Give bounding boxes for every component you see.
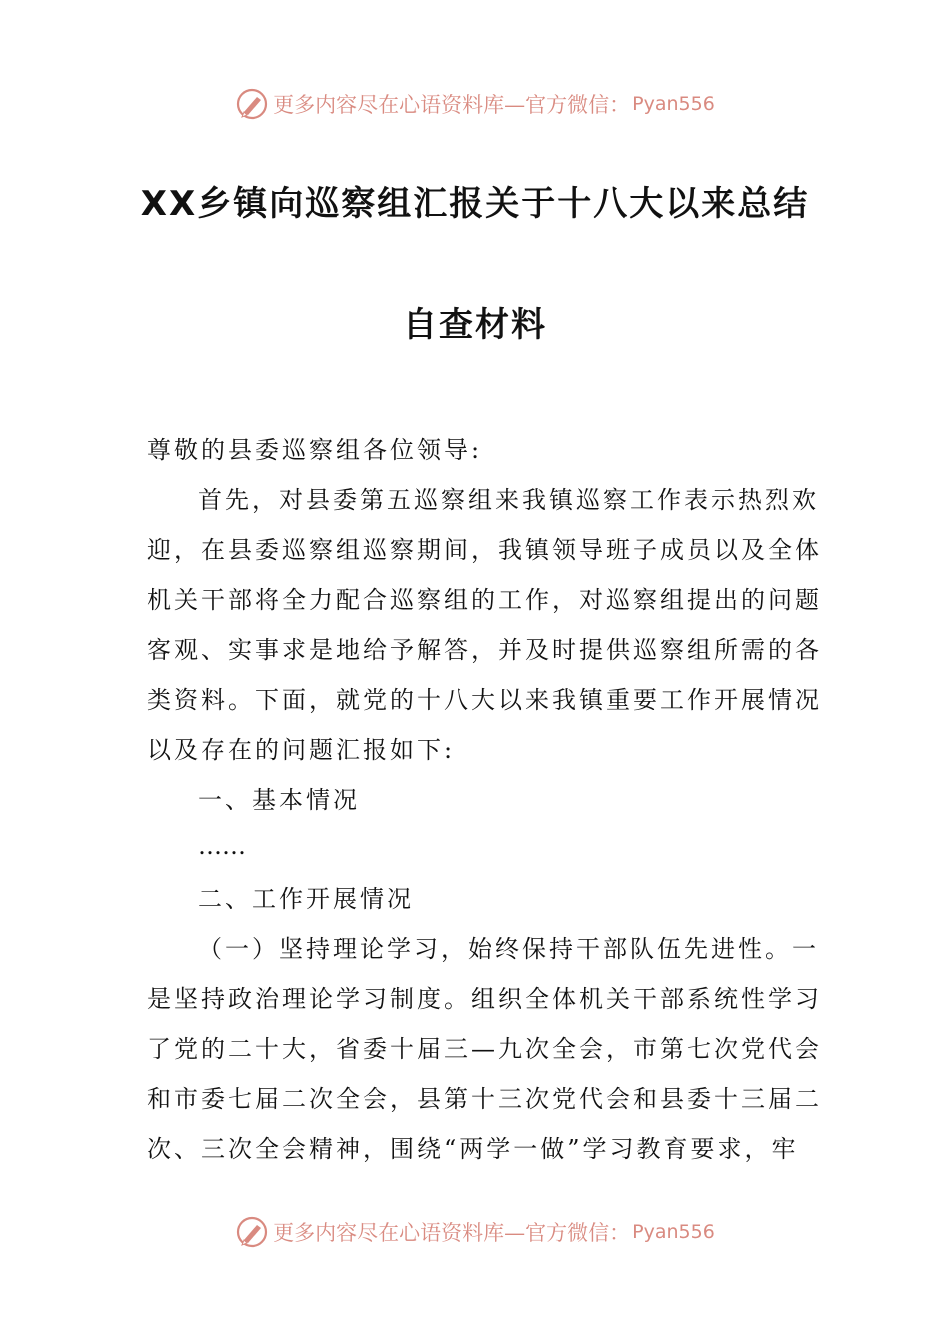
paragraph-line: 了党的二十大，省委十届三—九次全会，市第七次党代会 [147, 1035, 822, 1063]
paragraph-line: 迎，在县委巡察组巡察期间，我镇领导班子成员以及全体 [147, 536, 822, 564]
ellipsis: …… [198, 832, 246, 860]
watermark-text: 更多内容尽在心语资料库—官方微信： [273, 1221, 631, 1245]
watermark-wechat-id: Pyan556 [632, 93, 715, 115]
paragraph-line: 机关干部将全力配合巡察组的工作，对巡察组提出的问题 [147, 586, 822, 614]
paragraph-line: 类资料。下面，就党的十八大以来我镇重要工作开展情况 [147, 686, 822, 714]
header-watermark [0, 84, 950, 124]
paragraph-line: 以及存在的问题汇报如下: [147, 736, 456, 764]
paragraph-line: （一）坚持理论学习，始终保持干部队伍先进性。一 [198, 935, 819, 963]
paragraph-line: 次、三次全会精神，围绕“两学一做”学习教育要求，牢 [147, 1135, 799, 1163]
pen-logo-icon [235, 87, 269, 121]
salutation: 尊敬的县委巡察组各位领导: [147, 436, 483, 464]
section-heading-basic: 一、基本情况 [198, 786, 360, 814]
paragraph-line: 和市委七届二次全会，县第十三次党代会和县委十三届二 [147, 1085, 822, 1113]
section-heading-work: 二、工作开展情况 [198, 885, 414, 913]
paragraph-line: 首先，对县委第五巡察组来我镇巡察工作表示热烈欢 [198, 486, 819, 514]
paragraph-line: 客观、实事求是地给予解答，并及时提供巡察组所需的各 [147, 636, 822, 664]
pen-logo-icon [235, 1215, 269, 1249]
document-title-line-1: XX乡镇向巡察组汇报关于十八大以来总结 [140, 184, 810, 224]
watermark-wechat-id: Pyan556 [632, 1221, 715, 1243]
footer-watermark [0, 1212, 950, 1252]
document-title-line-2: 自查材料 [403, 305, 547, 345]
watermark-text: 更多内容尽在心语资料库—官方微信： [273, 93, 631, 117]
paragraph-line: 是坚持政治理论学习制度。组织全体机关干部系统性学习 [147, 985, 822, 1013]
